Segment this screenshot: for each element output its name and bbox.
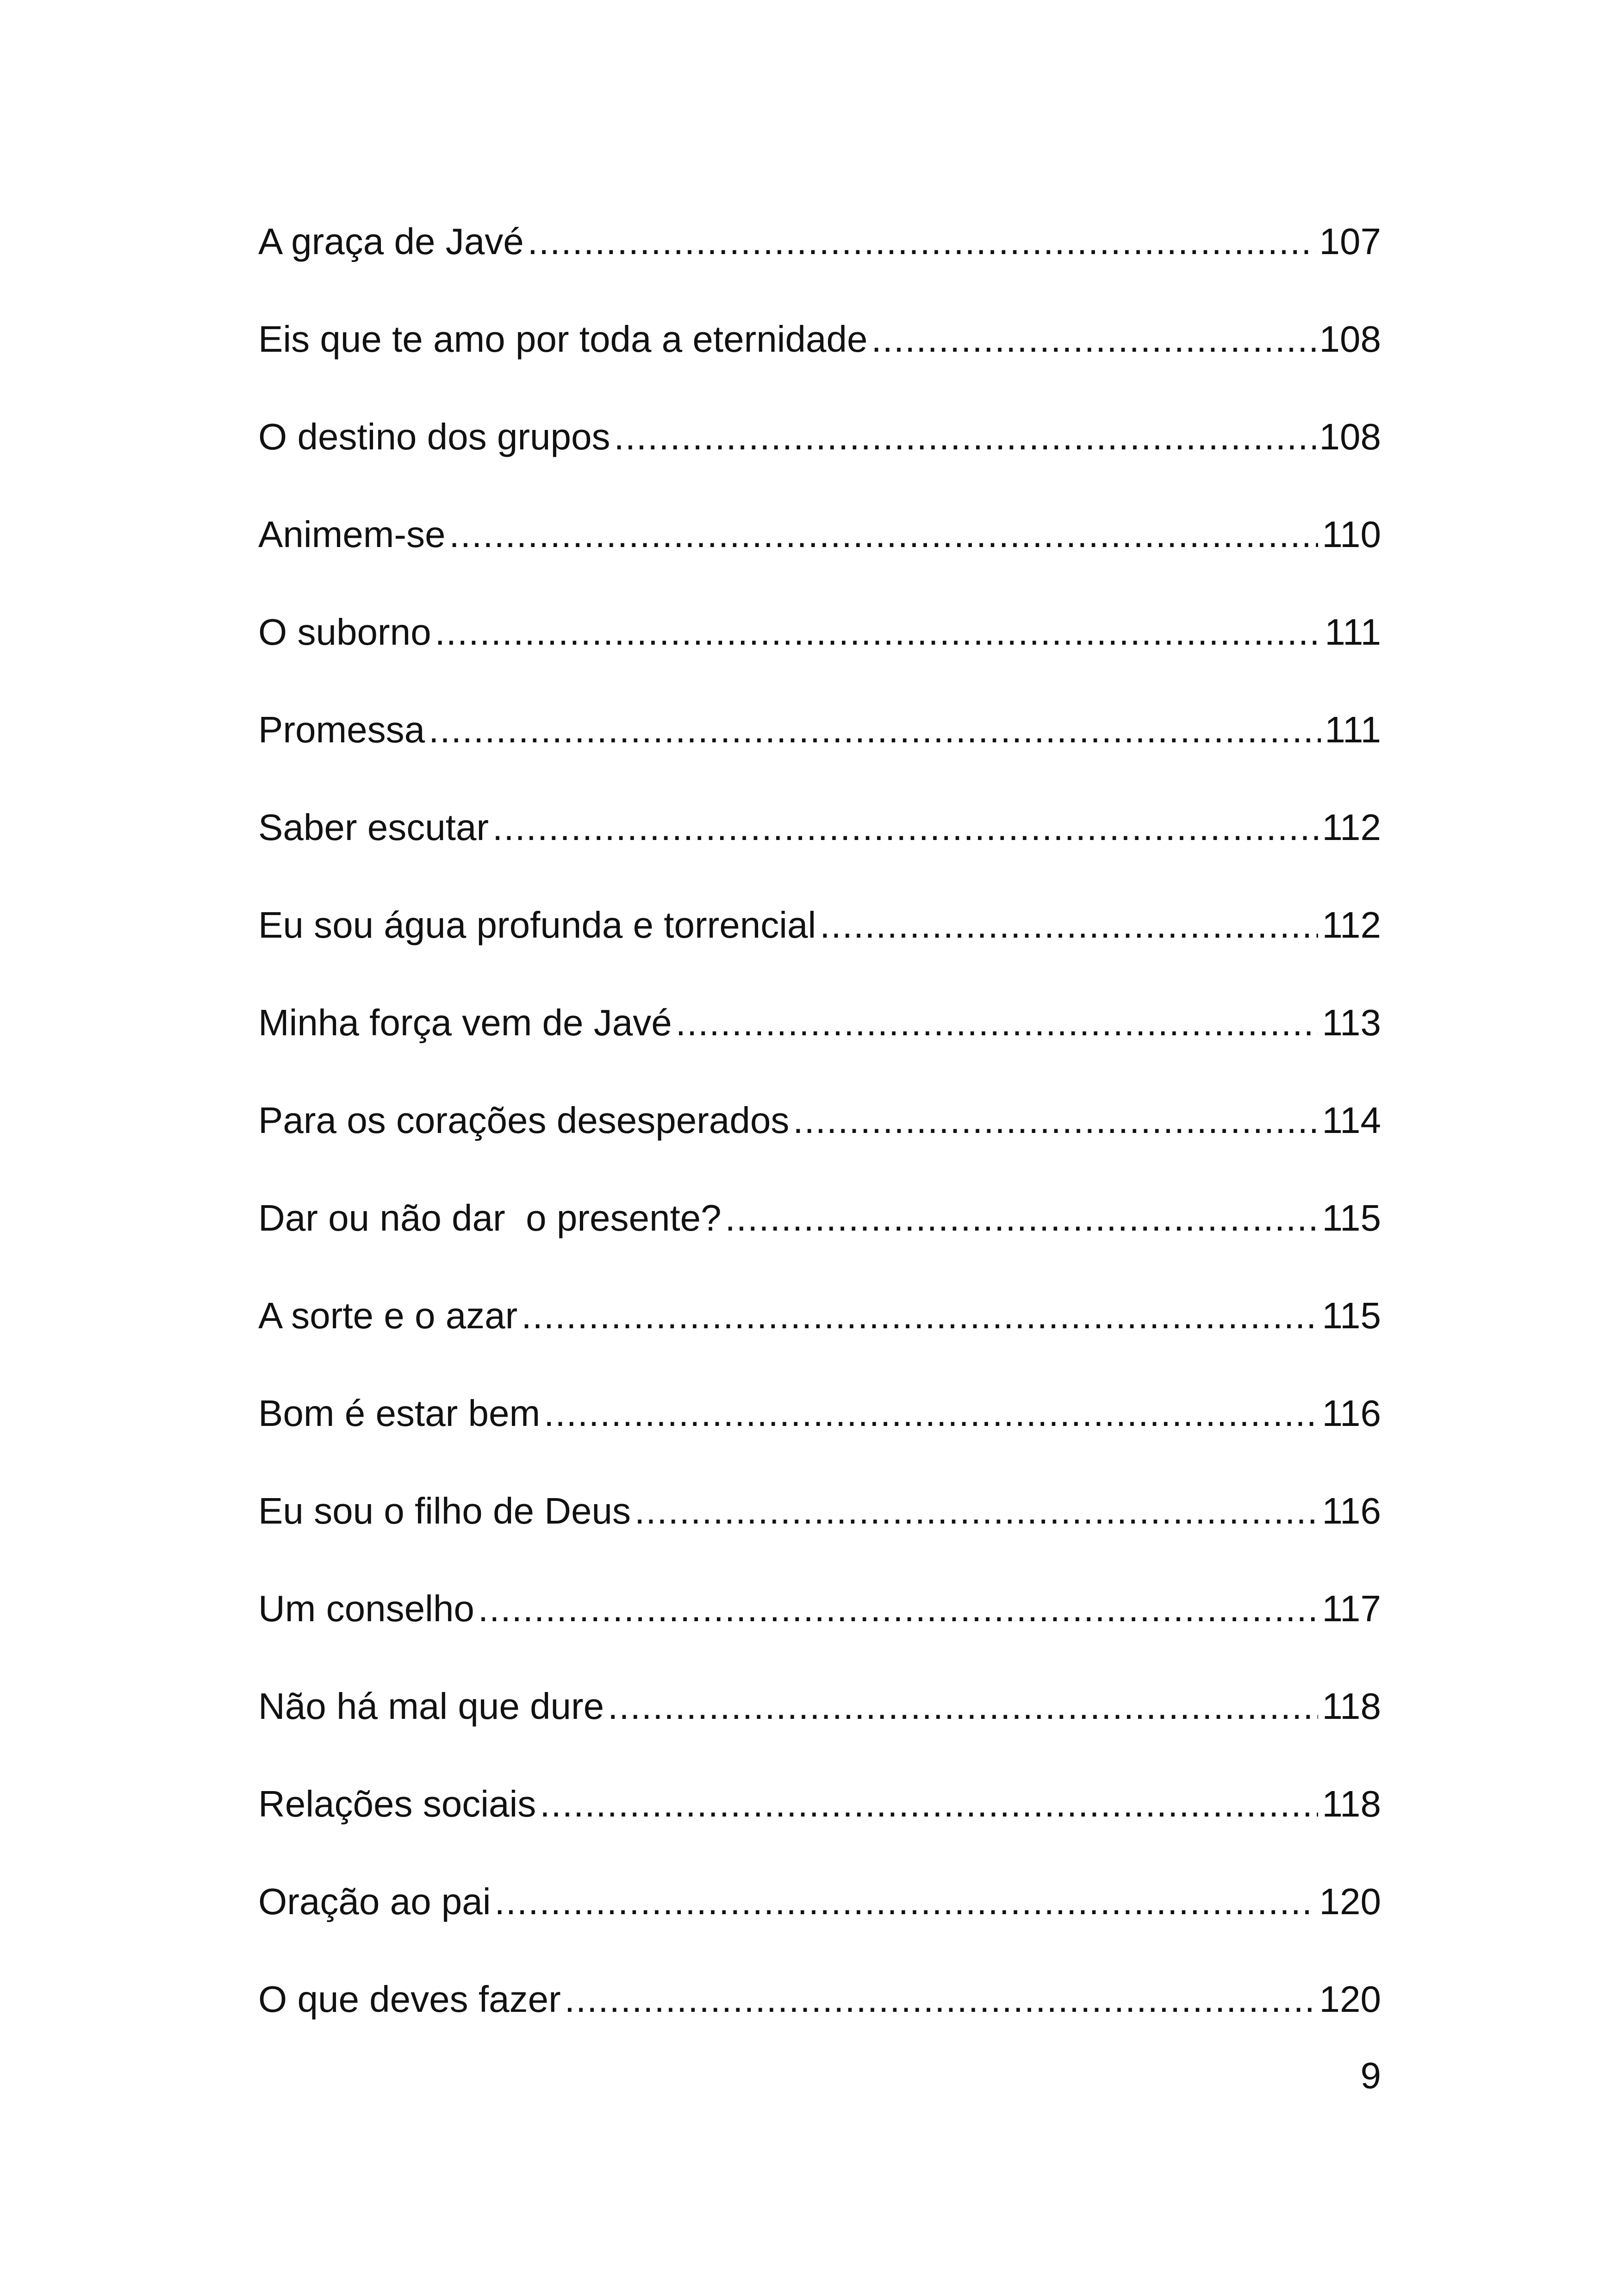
toc-entry-title: Dar ou não dar o presente?	[258, 1197, 722, 1238]
toc-entry-page: 118	[1322, 1783, 1381, 1824]
toc-entry[interactable]	[258, 795, 1381, 893]
toc-entry-page: 118	[1322, 1686, 1381, 1727]
toc-entry-page: 112	[1322, 807, 1381, 848]
toc-entry-page: 114	[1322, 1100, 1381, 1141]
toc-entry-page: 108	[1319, 416, 1381, 457]
toc-entry-title: O suborno	[258, 611, 431, 653]
toc-dot-leader	[540, 1772, 1318, 1836]
toc-entry[interactable]	[258, 1186, 1381, 1283]
toc-entry-title: Um conselho	[258, 1588, 474, 1629]
toc-dot-leader	[725, 1186, 1319, 1251]
toc-entry-page: 108	[1319, 318, 1381, 360]
toc-entry-page: 110	[1322, 514, 1381, 555]
toc-dot-leader	[528, 209, 1316, 274]
toc-dot-leader	[492, 795, 1318, 860]
toc-dot-leader	[871, 307, 1315, 372]
toc-dot-leader	[521, 1283, 1318, 1348]
toc-entry-title: Eu sou água profunda e torrencial	[258, 904, 816, 946]
toc-dot-leader	[478, 1576, 1319, 1641]
toc-entry-title: O que deves fazer	[258, 1979, 561, 2020]
toc-entry-title: O destino dos grupos	[258, 416, 610, 457]
toc-dot-leader	[495, 1869, 1316, 1934]
toc-entry-page: 111	[1325, 709, 1381, 750]
toc-entry[interactable]	[258, 209, 1381, 307]
toc-dot-leader	[820, 893, 1318, 958]
toc-entry-title: Para os corações desesperados	[258, 1100, 790, 1141]
toc-entry-page: 112	[1322, 904, 1381, 946]
toc-dot-leader	[793, 1088, 1318, 1153]
toc-dot-leader	[608, 1674, 1318, 1739]
toc-dot-leader	[676, 990, 1319, 1055]
toc-entry-title: Bom é estar bem	[258, 1393, 541, 1434]
toc-entry[interactable]	[258, 404, 1381, 502]
toc-entry[interactable]	[258, 1869, 1381, 1967]
toc-dot-leader	[635, 1479, 1318, 1543]
toc-dot-leader	[565, 1967, 1316, 2032]
toc-entry-page: 117	[1322, 1588, 1381, 1629]
toc-entry-title: Não há mal que dure	[258, 1686, 604, 1727]
toc-entry[interactable]	[258, 1088, 1381, 1186]
toc-entry[interactable]	[258, 502, 1381, 600]
toc-dot-leader	[449, 502, 1319, 567]
toc-entry-title: Minha força vem de Javé	[258, 1002, 672, 1043]
toc-entry-title: Saber escutar	[258, 807, 489, 848]
toc-entry[interactable]	[258, 1381, 1381, 1479]
toc-entry[interactable]	[258, 893, 1381, 990]
toc-dot-leader	[435, 600, 1321, 665]
toc-entry-page: 120	[1319, 1881, 1381, 1922]
toc-entry[interactable]	[258, 1674, 1381, 1772]
toc-entry-page: 116	[1322, 1393, 1381, 1434]
toc-entry-title: Eu sou o filho de Deus	[258, 1490, 631, 1531]
toc-entry[interactable]	[258, 600, 1381, 697]
toc-entry[interactable]	[258, 1772, 1381, 1869]
toc-entry-page: 111	[1325, 611, 1381, 653]
toc-entry-page: 120	[1319, 1979, 1381, 2020]
toc-dot-leader	[614, 404, 1315, 469]
toc-entry[interactable]	[258, 1479, 1381, 1576]
toc-entry[interactable]	[258, 1283, 1381, 1381]
toc-entry-title: Relações sociais	[258, 1783, 536, 1824]
toc-entry-page: 113	[1322, 1002, 1381, 1043]
toc-entry-title: Oração ao pai	[258, 1881, 491, 1922]
toc-entry[interactable]	[258, 1967, 1381, 2065]
toc-dot-leader	[544, 1381, 1318, 1446]
toc-dot-leader	[429, 697, 1321, 762]
toc-entry[interactable]	[258, 697, 1381, 795]
toc-entry[interactable]	[258, 1576, 1381, 1674]
toc-entry-page: 107	[1319, 221, 1381, 262]
page-number: 9	[1360, 2055, 1381, 2096]
toc-entry[interactable]	[258, 990, 1381, 1088]
toc-entry-page: 116	[1322, 1490, 1381, 1531]
toc-entry-title: Eis que te amo por toda a eternidade	[258, 318, 868, 360]
toc-entry-title: Animem-se	[258, 514, 446, 555]
toc-entry-title: A sorte e o azar	[258, 1295, 518, 1336]
toc-entry-page: 115	[1322, 1197, 1381, 1238]
toc-entry[interactable]	[258, 307, 1381, 404]
toc-entry-page: 115	[1322, 1295, 1381, 1336]
toc-entry-title: Promessa	[258, 709, 425, 750]
toc-entry-title: A graça de Javé	[258, 221, 524, 262]
table-of-contents	[258, 209, 1381, 2065]
